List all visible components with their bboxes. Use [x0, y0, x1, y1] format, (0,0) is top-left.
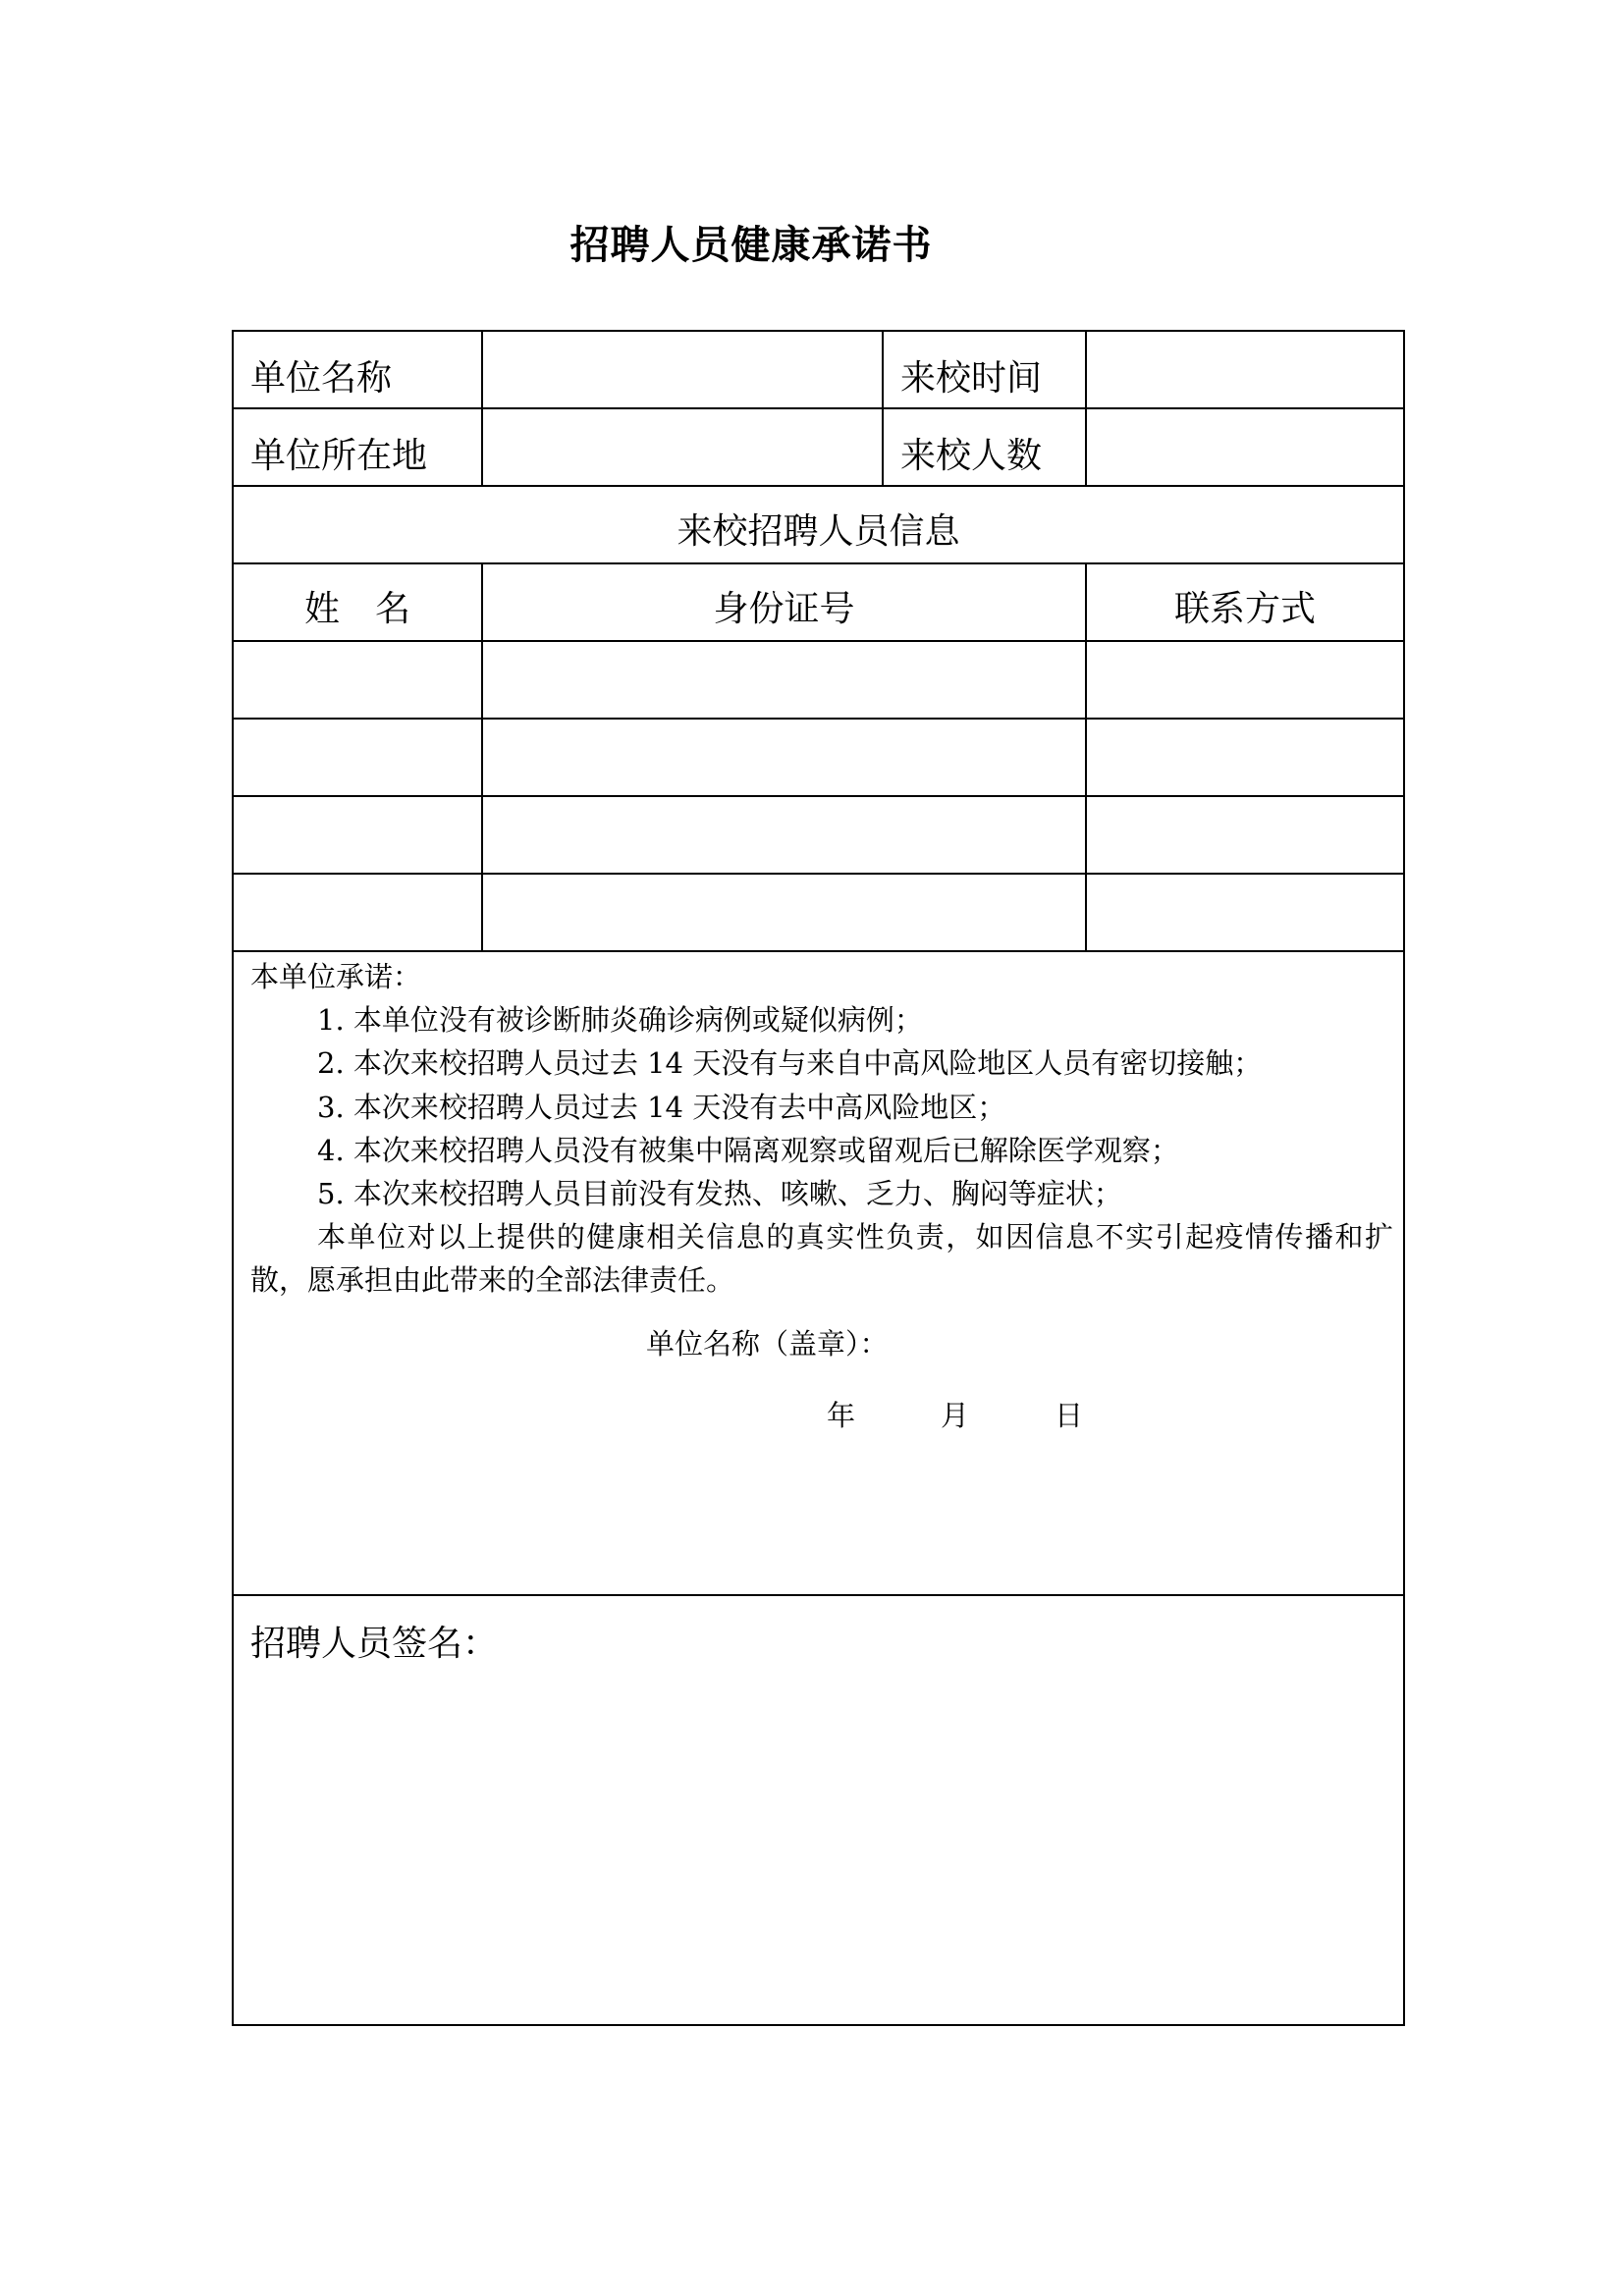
personnel-section-row	[233, 486, 1404, 563]
unit-location-label: 单位所在地	[233, 408, 482, 486]
signature-row	[233, 1595, 1404, 2025]
document-title: 招聘人员健康承诺书	[569, 223, 933, 268]
column-header-name: 姓 名	[233, 563, 482, 641]
contact-cell[interactable]	[1086, 641, 1404, 719]
personnel-section-title: 来校招聘人员信息	[233, 486, 1404, 563]
health-commitment-form	[232, 330, 1405, 2026]
id-number-cell[interactable]	[482, 641, 1086, 719]
contact-cell[interactable]	[1086, 796, 1404, 874]
name-cell[interactable]	[233, 874, 482, 951]
table-row	[233, 719, 1404, 796]
id-number-cell[interactable]	[482, 719, 1086, 796]
name-cell[interactable]	[233, 641, 482, 719]
unit-name-row	[233, 331, 1404, 408]
column-header-id-number: 身份证号	[482, 563, 1086, 641]
table-row	[233, 874, 1404, 951]
table-row	[233, 796, 1404, 874]
contact-cell[interactable]	[1086, 719, 1404, 796]
id-number-cell[interactable]	[482, 796, 1086, 874]
visit-time-label: 来校时间	[883, 331, 1086, 408]
commitment-item-4: 4. 本次来校招聘人员没有被集中隔离观察或留观后已解除医学观察；	[317, 1134, 1179, 1167]
date-label: 年 月 日	[827, 1399, 1084, 1432]
unit-location-field[interactable]	[482, 408, 883, 486]
name-cell[interactable]	[233, 719, 482, 796]
unit-name-field[interactable]	[482, 331, 883, 408]
commitment-statement: 本单位对以上提供的健康相关信息的真实性负责，如因信息不实引起疫情传播和扩散，愿承担由此带来的全部法律责任。	[250, 1220, 1393, 1297]
commitment-item-2: 2. 本次来校招聘人员过去 14 天没有与来自中高风险地区人员有密切接触；	[317, 1046, 1263, 1080]
visitor-count-label: 来校人数	[883, 408, 1086, 486]
commitment-heading: 本单位承诺：	[250, 960, 422, 993]
table-row	[233, 641, 1404, 719]
commitment-item-5: 5. 本次来校招聘人员目前没有发热、咳嗽、乏力、胸闷等症状；	[317, 1177, 1122, 1210]
unit-location-row	[233, 408, 1404, 486]
signature-cell[interactable]	[233, 1595, 1404, 2025]
signature-label: 招聘人员签名：	[250, 1624, 499, 1664]
unit-stamp-label: 单位名称（盖章）：	[646, 1327, 889, 1361]
unit-name-label: 单位名称	[233, 331, 482, 408]
id-number-cell[interactable]	[482, 874, 1086, 951]
commitment-cell	[233, 951, 1404, 1595]
name-cell[interactable]	[233, 796, 482, 874]
column-header-contact: 联系方式	[1086, 563, 1404, 641]
commitment-content	[234, 952, 1403, 1594]
commitment-item-1: 1. 本单位没有被诊断肺炎确诊病例或疑似病例；	[317, 1003, 923, 1037]
personnel-header-row	[233, 563, 1404, 641]
visitor-count-field[interactable]	[1086, 408, 1404, 486]
visit-time-field[interactable]	[1086, 331, 1404, 408]
contact-cell[interactable]	[1086, 874, 1404, 951]
commitment-row	[233, 951, 1404, 1595]
commitment-item-3: 3. 本次来校招聘人员过去 14 天没有去中高风险地区；	[317, 1091, 1006, 1124]
